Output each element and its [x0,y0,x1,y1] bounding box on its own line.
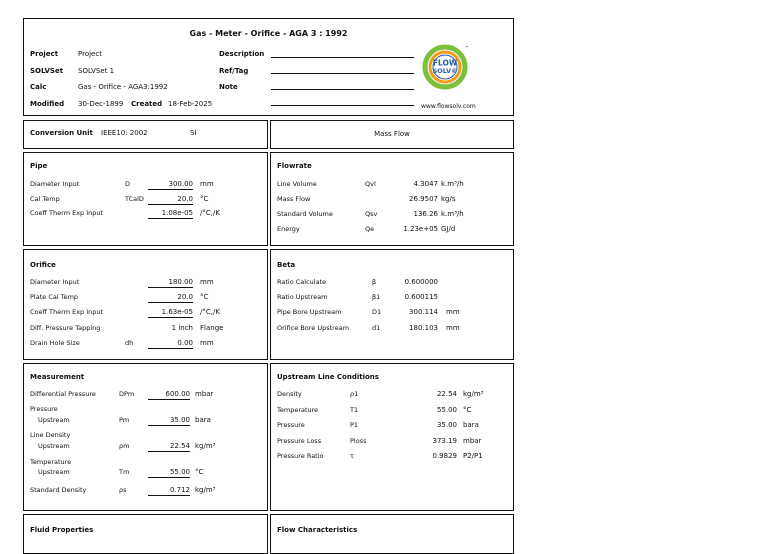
pipe-row-label: Cal Temp [30,194,60,203]
pipe-row-symbol: TCalD [125,194,144,203]
upstream-row-unit: kg/m³ [463,390,484,398]
flowsolv-logo-icon [421,43,469,91]
upstream-row-symbol: ρ1 [350,390,359,398]
pipe-title: Pipe [30,162,48,170]
upstream-title: Upstream Line Conditions [277,373,379,381]
beta-row-value: 300.114 [409,308,438,317]
orifice-row-label: Coeff Therm Exp Input [30,308,104,317]
upstream-row-unit: bara [463,421,479,429]
upstream-row-label: Pressure Ratio [277,452,324,460]
calc-value: Gas - Orifice - AGA3:1992 [78,83,168,91]
upstream-row-label: Temperature [277,405,319,414]
logo-text-flow: FLOW [432,58,458,68]
line-density-symbol: ρm [119,442,130,450]
flowrate-row-unit: k.m³/h [441,210,464,218]
pressure-value: 35.00 [148,416,190,426]
standard-density-unit: kg/m³ [195,486,216,494]
flowrate-row-value: 136.26 [413,210,438,218]
beta-row-unit: mm [446,323,460,332]
upstream-row-symbol: Ploss [350,436,367,445]
orifice-row-label: Diameter Input [30,278,80,286]
pressure-unit: bara [195,416,211,424]
ref-tag-label: Ref/Tag [219,67,249,75]
upstream-row-value: 35.00 [436,421,457,429]
upstream-row-unit: P2/P1 [463,452,483,460]
modified-value: 30-Dec-1899 [78,100,124,108]
note-label: Note [219,83,238,91]
upstream-row-unit: mbar [463,436,482,445]
flowrate-row-label: Mass Flow [277,195,311,203]
beta-row-label: Orifice Bore Upstream [277,323,350,332]
fluid-properties-title: Fluid Properties [30,526,94,534]
conversion-standard: IEEE10: 2002 [101,129,148,137]
flowrate-row-label: Line Volume [277,180,317,188]
temperature-unit: °C [195,468,204,476]
upstream-row-label: Pressure [277,421,305,429]
orifice-row-label: Plate Cal Temp [30,293,79,302]
orifice-row-unit: °C [200,293,209,302]
flowrate-row-label: Standard Volume [277,210,333,218]
conversion-unit-label: Conversion Unit [30,129,93,137]
calc-mode: Mass Flow [374,130,410,138]
line-density-sub-label: Upstream [38,442,70,450]
orifice-title: Orifice [30,261,56,269]
extra-line [271,105,414,106]
orifice-row-unit: mm [200,338,214,347]
logo-tm: ™ [465,45,469,50]
upstream-row-value: 55.00 [436,405,457,414]
flow-characteristics-title: Flow Characteristics [277,526,358,534]
pipe-row-unit: mm [200,180,214,188]
flowrate-row-unit: GJ/d [441,225,456,233]
upstream-row-value: 0.9829 [432,452,457,460]
flowrate-row-symbol: Qsv [365,210,378,218]
flowrate-row-label: Energy [277,225,300,233]
pipe-row-symbol: D [125,180,131,188]
line-density-value: 22.54 [148,442,190,452]
solvset-label: SOLVSet [30,67,64,75]
pipe-panel [23,152,268,246]
orifice-row-label: Drain Hole Size [30,338,80,347]
upstream-row-value: 22.54 [436,390,457,398]
created-value: 18-Feb-2025 [168,100,213,108]
beta-row-value: 0.600000 [404,278,438,286]
diff-pressure-unit: mbar [195,390,214,398]
orifice-row-symbol: dh [125,338,134,347]
beta-row-label: Pipe Bore Upstream [277,308,342,317]
pressure-sub-label: Upstream [38,416,70,424]
orifice-row-unit: Flange [200,323,224,332]
pipe-row-value: 20.0 [148,195,193,205]
temperature-label: Temperature [30,458,72,466]
diff-pressure-label: Differential Pressure [30,390,96,398]
pressure-label: Pressure [30,405,58,413]
flowrate-row-symbol: Qe [365,225,375,233]
temperature-value: 55.00 [148,468,190,478]
line-density-label: Line Density [30,431,71,439]
pipe-row-label: Diameter Input [30,180,80,188]
orifice-row-label: Diff. Pressure Tapping [30,323,101,332]
flowrate-row-value: 26.9507 [409,195,438,203]
ref-tag-line [271,73,414,74]
pipe-row-unit: /°C,/K [200,209,220,217]
project-label: Project [30,50,59,58]
measurement-title: Measurement [30,373,85,381]
orifice-row-value: 1.63e-05 [148,308,193,318]
flowrate-row-unit: kg/s [441,195,456,203]
upstream-row-symbol: T1 [350,405,359,414]
pipe-row-label: Coeff Therm Exp Input [30,209,104,217]
upstream-row-unit: °C [463,405,472,414]
upstream-row-symbol: P1 [350,421,359,429]
description-line [271,57,414,58]
beta-row-symbol: D1 [372,308,382,317]
beta-row-unit: mm [446,308,460,317]
upstream-row-label: Density [277,390,302,398]
beta-row-value: 0.600115 [404,293,438,302]
logo-text-solv: SOLV® [432,67,458,75]
solvset-value: SOLVSet 1 [78,67,115,75]
pipe-row-value: 1.08e-05 [148,209,193,219]
modified-label: Modified [30,100,65,108]
calc-label: Calc [30,83,47,91]
orifice-row-unit: mm [200,278,214,286]
beta-row-label: Ratio Calculate [277,278,327,286]
beta-row-symbol: d1 [372,323,381,332]
orifice-row-value: 20.0 [148,293,193,303]
pipe-row-value: 300.00 [148,180,193,190]
line-density-unit: kg/m³ [195,442,216,450]
temperature-symbol: Tm [119,468,130,476]
orifice-row-value: 180.00 [148,278,193,288]
flowrate-row-value: 1.23e+05 [403,225,438,233]
upstream-row-value: 373.19 [432,436,457,445]
beta-row-label: Ratio Upstream [277,293,328,302]
upstream-row-label: Pressure Loss [277,436,322,445]
flowrate-title: Flowrate [277,162,312,170]
beta-row-symbol: β1 [372,293,381,302]
orifice-row-value: 0.00 [148,339,193,349]
orifice-row-unit: /°C,/K [200,308,220,317]
unit-system: SI [190,129,197,137]
standard-density-label: Standard Density [30,486,87,494]
temperature-sub-label: Upstream [38,468,70,476]
diff-pressure-symbol: DPm [119,390,135,398]
pressure-symbol: Pm [119,416,130,424]
website-url: www.flowsolv.com [421,103,476,110]
report-title: Gas - Meter - Orifice - AGA 3 : 1992 [189,29,348,38]
orifice-row-value: 1 inch [171,323,193,332]
diff-pressure-value: 600.00 [148,390,190,400]
pipe-row-unit: °C [200,194,209,203]
flowrate-row-symbol: Qvl [365,180,376,188]
upstream-row-symbol: τ [350,452,354,460]
beta-title: Beta [277,261,296,269]
beta-row-value: 180.103 [409,323,438,332]
note-line [271,89,414,90]
flowrate-row-unit: k.m³/h [441,180,464,188]
flowrate-row-value: 4.3047 [413,180,438,188]
beta-panel [270,249,514,360]
standard-density-symbol: ρs [119,486,127,494]
description-label: Description [219,50,265,58]
project-value: Project [78,50,102,58]
standard-density-value: 0.712 [148,486,190,496]
beta-row-symbol: β [372,278,377,286]
created-label: Created [131,100,163,108]
